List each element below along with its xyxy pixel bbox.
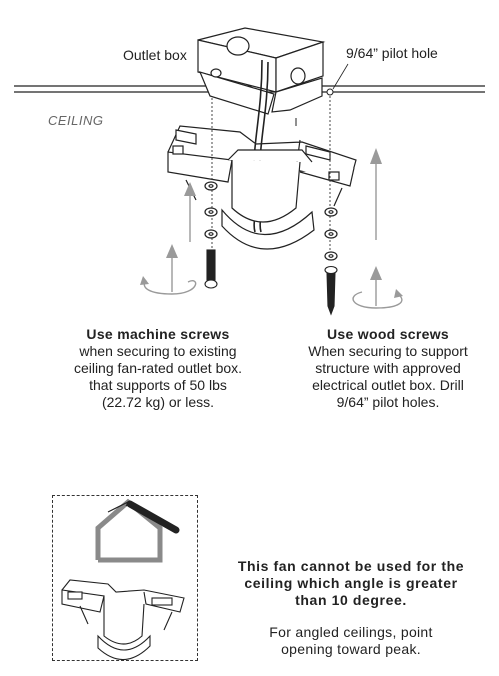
wood-screws-caption	[278, 326, 498, 411]
angled-ceiling-note-line-1: For angled ceilings, point	[269, 624, 433, 640]
angle-warning-line-1: This fan cannot be used for the	[237, 558, 465, 574]
machine-screws-line-3: that supports of 50 lbs	[89, 377, 227, 393]
left-washers	[205, 182, 217, 238]
machine-screw	[205, 250, 217, 288]
angle-warning	[205, 558, 497, 609]
outlet-box-label: Outlet box	[123, 47, 187, 63]
pilot-hole-leader	[333, 64, 348, 89]
wood-screws-line-2: structure with approved	[315, 360, 461, 376]
machine-screws-line-1: when securing to existing	[79, 343, 237, 359]
rotate-arrows	[140, 276, 403, 308]
machine-screws-line-2: ceiling fan-rated outlet box.	[73, 360, 243, 376]
wood-screws-heading: Use wood screws	[327, 326, 449, 342]
angled-ceiling-note	[215, 624, 487, 658]
angled-ceiling-inset	[52, 495, 198, 661]
ceiling-label: CEILING	[48, 113, 104, 128]
machine-screws-heading: Use machine screws	[86, 326, 230, 342]
angle-warning-line-2: ceiling which angle is greater	[244, 575, 458, 591]
right-washers	[325, 208, 337, 260]
angle-warning-line-3: than 10 degree.	[295, 592, 407, 608]
wood-screws-line-1: When securing to support	[308, 343, 468, 359]
wood-screws-line-3: electrical outlet box. Drill	[312, 377, 464, 393]
wood-screws-line-4: 9/64” pilot holes.	[336, 394, 440, 410]
angled-ceiling-note-line-2: opening toward peak.	[281, 641, 421, 657]
machine-screws-line-4: (22.72 kg) or less.	[101, 394, 215, 410]
pilot-hole-mark	[327, 89, 333, 95]
pilot-hole-label: 9/64” pilot hole	[346, 45, 438, 61]
wood-screw	[325, 267, 337, 315]
machine-screws-caption	[40, 326, 276, 411]
